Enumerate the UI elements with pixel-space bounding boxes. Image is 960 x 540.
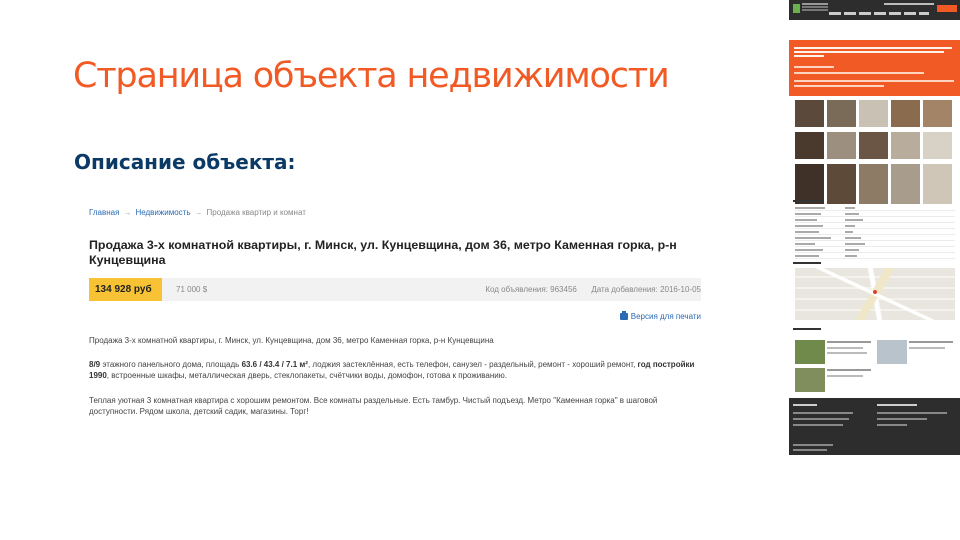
thumbnail-footer bbox=[789, 398, 960, 455]
breadcrumb-current: Продажа квартир и комнат bbox=[206, 208, 306, 217]
logo-icon bbox=[793, 4, 800, 13]
description-text: Теплая уютная 3 комнатная квартира с хорошим ремонтом. Все комнаты раздельные. Есть тамбур. Чистый подъезд. Метро "Каменная горка" в шаговой доступности. Рядом школа, детский садик, магазины. Торг! bbox=[89, 396, 658, 416]
similar-listing-photo bbox=[877, 340, 907, 364]
photo-thumbnail bbox=[795, 164, 824, 204]
thumbnail-section-heading bbox=[793, 200, 821, 202]
address-line: Продажа 3-х комнатной квартиры, г. Минск, ул. Кунцевщина, дом 36, метро Каменная горка, р-н Кунцевщина bbox=[89, 336, 494, 345]
thumbnail-header bbox=[789, 0, 960, 20]
map-pin-icon bbox=[873, 290, 877, 294]
price-usd: 71 000 $ bbox=[176, 285, 208, 294]
breadcrumb-separator: → bbox=[194, 208, 203, 217]
photo-thumbnail bbox=[827, 164, 856, 204]
breadcrumb-separator: → bbox=[123, 208, 132, 217]
photo-thumbnail bbox=[923, 132, 952, 159]
photo-thumbnail bbox=[891, 132, 920, 159]
similar-listing-photo bbox=[795, 368, 825, 392]
photo-thumbnail bbox=[859, 100, 888, 127]
photo-thumbnail bbox=[923, 164, 952, 204]
thumbnail-section-heading bbox=[793, 328, 821, 330]
print-version-label: Версия для печати bbox=[630, 312, 701, 321]
thumbnail-map bbox=[795, 268, 955, 320]
date-value: 2016-10-05 bbox=[660, 285, 701, 294]
details-text: , лоджия застеклённая, есть телефон, санузел - раздельный, ремонт - хороший ремонт, bbox=[307, 360, 638, 369]
similar-listing-photo bbox=[795, 340, 825, 364]
code-label: Код объявления: bbox=[485, 285, 548, 294]
breadcrumb-home[interactable]: Главная bbox=[89, 208, 120, 217]
thumbnail-top-links bbox=[884, 3, 934, 5]
slide-subtitle: Описание объекта: bbox=[74, 150, 296, 174]
thumbnail-section-heading bbox=[793, 262, 821, 264]
area-value: 63.6 / 43.4 / 7.1 м² bbox=[241, 360, 308, 369]
photo-thumbnail bbox=[923, 100, 952, 127]
photo-thumbnail bbox=[891, 100, 920, 127]
thumbnail-header-button bbox=[937, 5, 957, 12]
build-year: год постройки 1990 bbox=[89, 360, 695, 380]
floor-value: 8/9 bbox=[89, 360, 101, 369]
details-text: этажного панельного дома, площадь bbox=[100, 360, 242, 369]
slide-title: Страница объекта недвижимости bbox=[73, 56, 669, 96]
breadcrumb-realty[interactable]: Недвижимость bbox=[135, 208, 191, 217]
print-version-link[interactable] bbox=[620, 312, 701, 321]
breadcrumb bbox=[89, 208, 306, 217]
thumbnail-title-banner bbox=[789, 40, 960, 96]
photo-thumbnail bbox=[795, 100, 824, 127]
thumbnail-logo-text bbox=[802, 3, 828, 5]
photo-thumbnail bbox=[795, 132, 824, 159]
price-bar bbox=[89, 278, 701, 301]
photo-thumbnail bbox=[891, 164, 920, 204]
thumbnail-nav bbox=[829, 12, 929, 15]
details-text: , встроенные шкафы, металлическая дверь, стеклопакеты, счётчики воды, домофон, готова к проживанию. bbox=[106, 371, 507, 380]
photo-thumbnail bbox=[859, 164, 888, 204]
listing-meta bbox=[485, 278, 701, 301]
photo-thumbnail bbox=[827, 132, 856, 159]
property-details bbox=[89, 359, 701, 381]
full-page-thumbnail bbox=[789, 0, 960, 455]
photo-thumbnail bbox=[827, 100, 856, 127]
price-main: 134 928 руб bbox=[89, 278, 162, 301]
photo-thumbnail bbox=[859, 132, 888, 159]
code-value: 963456 bbox=[550, 285, 577, 294]
date-label: Дата добавления: bbox=[591, 285, 658, 294]
listing-title: Продажа 3-х комнатной квартиры, г. Минск, ул. Кунцевщина, дом 36, метро Каменная горка, р-н Кунцевщина bbox=[89, 238, 677, 267]
printer-icon bbox=[620, 313, 628, 320]
listing-screenshot bbox=[89, 200, 701, 430]
